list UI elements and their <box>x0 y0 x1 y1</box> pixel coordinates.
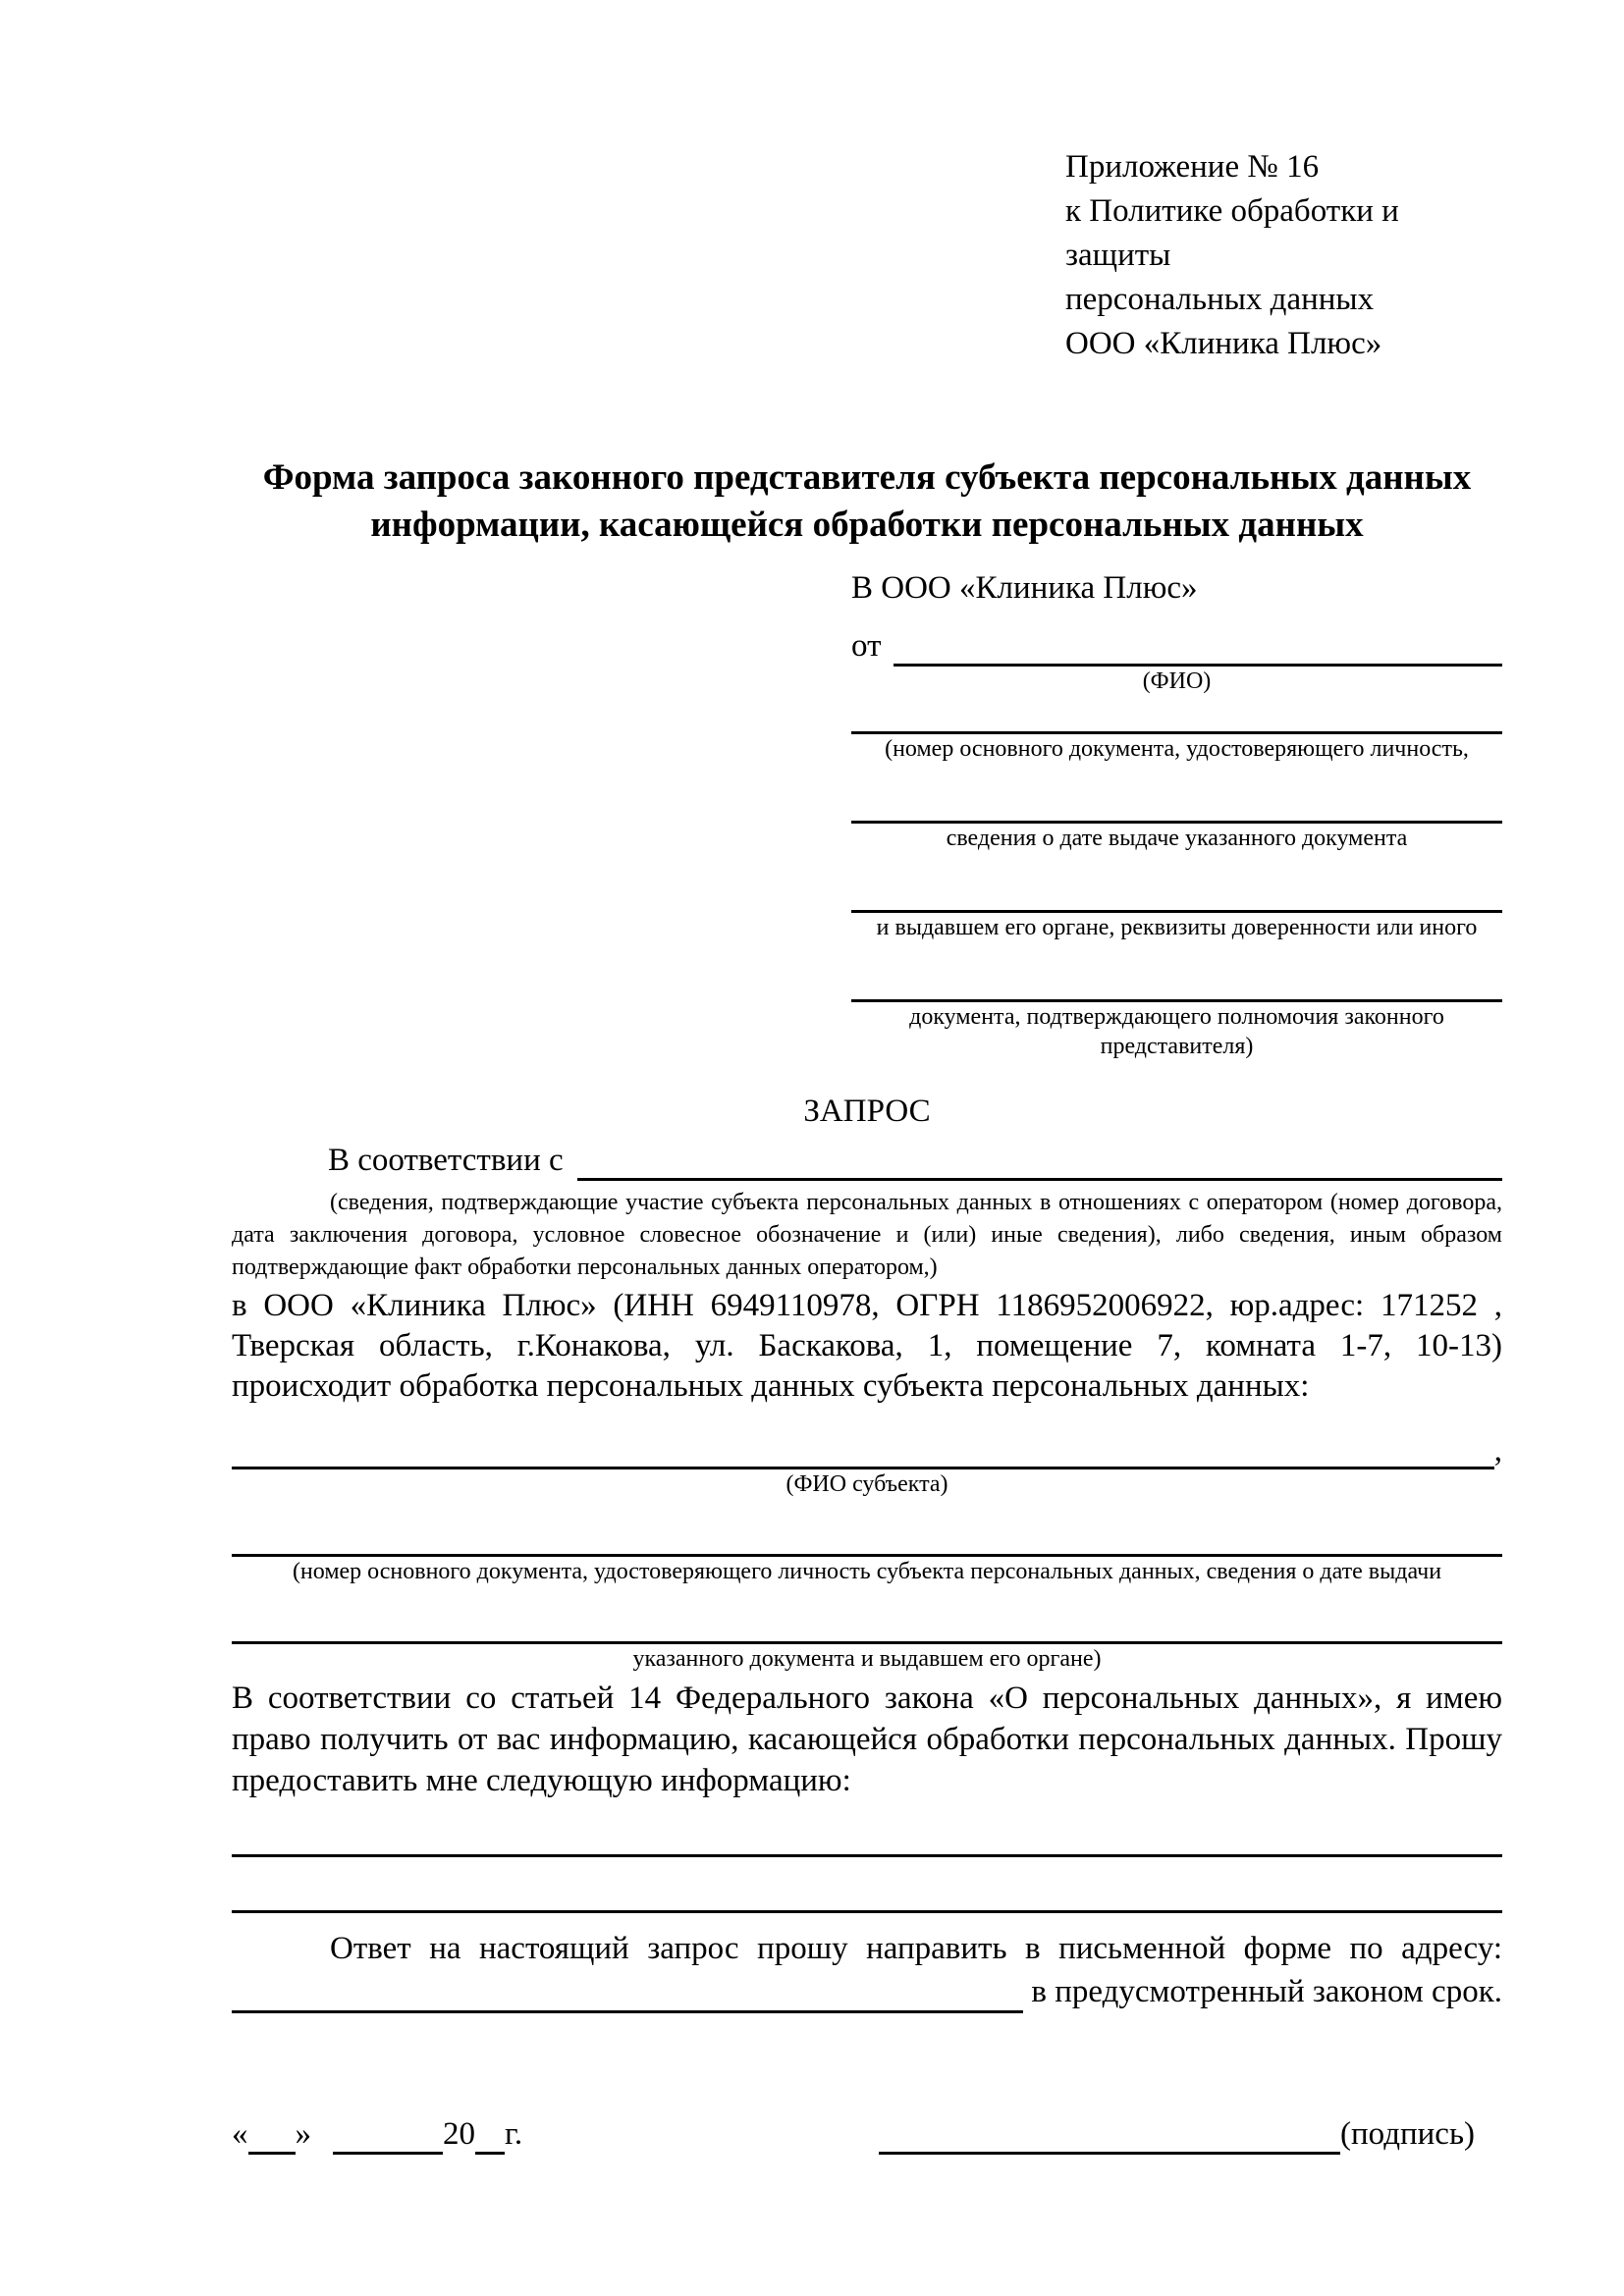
signature-blank-line <box>879 2118 1340 2155</box>
date-day-blank <box>248 2118 296 2155</box>
request-heading: ЗАПРОС <box>803 1094 931 1129</box>
date-month-blank <box>333 2118 443 2155</box>
appendix-line: ООО «Клиника Плюс» <box>1065 326 1382 361</box>
subject-fio-blank-line <box>232 1435 1494 1469</box>
date-year-prefix: 20 <box>443 2116 475 2152</box>
signature-caption: (подпись) <box>1340 2116 1475 2152</box>
representative-authority-caption: документа, подтверждающего полномочия законного представителя) <box>909 1004 1444 1059</box>
reply-suffix: в предусмотренный законом срок. <box>1031 1974 1502 2009</box>
issuing-authority-blank-line <box>851 881 1502 913</box>
intro-row <box>232 1140 1502 1181</box>
reply-address-row <box>232 1970 1502 2013</box>
appendix-line: персональных данных <box>1065 282 1375 317</box>
from-row <box>851 625 1502 667</box>
document-title: Форма запроса законного представителя субъекта персональных данных информации, касающейся обработки персональных данных <box>262 457 1472 545</box>
fio-caption: (ФИО) <box>1142 668 1212 694</box>
subject-id-blank-line <box>232 1522 1502 1557</box>
issue-date-caption: сведения о дате выдаче указанного документа <box>946 826 1408 851</box>
id-document-caption: (номер основного документа, удостоверяющего личность, <box>885 736 1469 762</box>
reply-sentence: Ответ на настоящий запрос прошу направить в письменной форме по адресу: <box>330 1931 1502 1966</box>
appendix-line: к Политике обработки и защиты <box>1065 193 1399 273</box>
addressee-block <box>851 566 1502 1061</box>
date-quote-close: » <box>295 2116 311 2152</box>
info-blank-line-2 <box>232 1889 1502 1913</box>
date-year-suffix: г. <box>505 2116 523 2152</box>
date-year-blank <box>475 2118 505 2155</box>
date-quote-open: « <box>232 2116 248 2152</box>
representative-authority-blank-line <box>851 970 1502 1002</box>
appendix-line: Приложение № 16 <box>1065 149 1320 185</box>
operator-paragraph: в ООО «Клиника Плюс» (ИНН 6949110978, ОГРН 1186952006922, юр.адрес: 171252 , Тверская область, г.Конакова, ул. Баскакова, 1, помещение 7, комната 1-7, 10-13) происходит обработка персональных данных субъекта персональных данных: <box>232 1288 1502 1404</box>
subject-id-caption: (номер основного документа, удостоверяющего личность субъекта персональных данных, сведения о дате выдачи <box>292 1559 1442 1584</box>
signature-group <box>879 2113 1475 2155</box>
date-group <box>232 2113 522 2155</box>
law-paragraph: В соответствии со статьей 14 Федерального закона «О персональных данных», я имею право получить от вас информацию, касающейся обработки персональных данных. Прошу предоставить мне следующую информацию: <box>232 1681 1502 1798</box>
reply-address-blank-line <box>232 1975 1023 2013</box>
fio-blank-line <box>893 626 1503 667</box>
footer-row <box>232 2113 1502 2155</box>
intro-blank-line <box>577 1141 1502 1181</box>
subject-id-row <box>232 1522 1502 1557</box>
subject-fio-comma: , <box>1493 1433 1502 1468</box>
appendix-block <box>1065 145 1502 366</box>
subject-fio-row <box>232 1432 1502 1469</box>
subject-id2-row <box>232 1610 1502 1644</box>
subject-fio-caption: (ФИО субъекта) <box>785 1471 948 1497</box>
addressee-to: В ООО «Клиника Плюс» <box>851 570 1198 606</box>
relationship-note: (сведения, подтверждающие участие субъекта персональных данных в отношениях с оператором (номер договора, дата заключения договора, условное словесное обозначение и (или) иные сведения), либо сведения, иным образом подтверждающие факт обработки персональных данных оператором,) <box>232 1190 1502 1280</box>
id-document-blank-line <box>851 702 1502 734</box>
info-blank-line-1 <box>232 1833 1502 1857</box>
subject-id2-blank-line <box>232 1610 1502 1644</box>
from-label: от <box>851 628 882 664</box>
subject-id2-caption: указанного документа и выдавшем его органе) <box>632 1646 1102 1672</box>
intro-label: В соответствии с <box>328 1143 564 1178</box>
issue-date-blank-line <box>851 791 1502 824</box>
issuing-authority-caption: и выдавшем его органе, реквизиты доверенности или иного <box>876 915 1478 940</box>
